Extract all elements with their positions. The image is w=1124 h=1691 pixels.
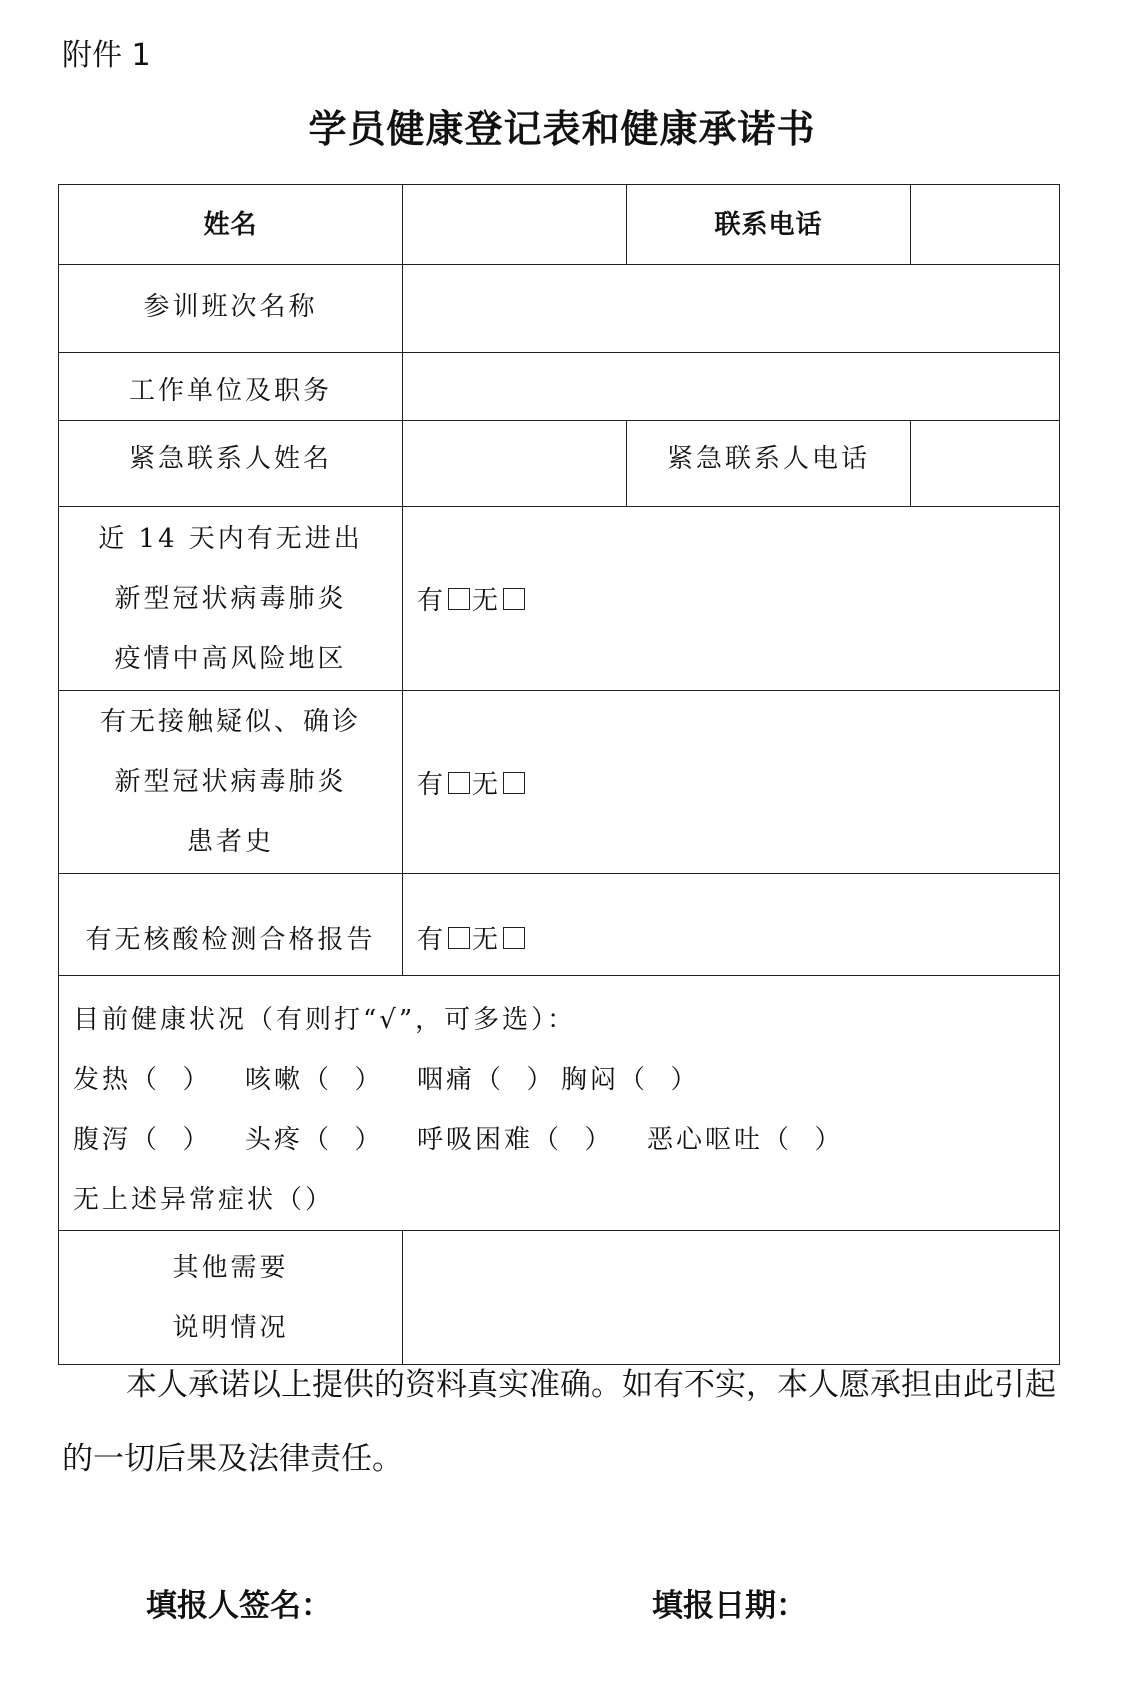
risk-area-no-checkbox[interactable]: [503, 588, 525, 610]
contact-history-label-line-3: 患者史: [186, 827, 274, 857]
contact-history-yes-label: 有: [417, 769, 447, 800]
risk-area-label-line-3: 疫情中高风险地区: [114, 643, 347, 674]
contact-history-no-checkbox[interactable]: [503, 772, 525, 794]
risk-area-yes-label: 有: [417, 586, 447, 616]
symptom-chest-tightness[interactable]: 胸闷（ ）: [561, 1065, 700, 1095]
emergency-phone-field[interactable]: [911, 421, 1060, 507]
nucleic-test-no-checkbox[interactable]: [503, 927, 525, 949]
symptom-none[interactable]: 无上述异常症状（）: [73, 1185, 335, 1215]
risk-area-yes-checkbox[interactable]: [448, 588, 470, 610]
unit-label: 工作单位及职务: [59, 353, 403, 421]
risk-area-label-line-2: 新型冠状病毒肺炎: [114, 583, 347, 614]
row-name: [59, 185, 1060, 265]
nucleic-test-yes-label: 有: [417, 925, 447, 955]
health-status-heading: 目前健康状况（有则打“√”，可多选）：: [73, 1005, 577, 1035]
nucleic-test-options: [403, 874, 1060, 976]
contact-history-no-label: 无: [472, 769, 502, 800]
contact-history-options: [403, 691, 1060, 874]
risk-area-label-line-1: 近 14 天内有无进出: [98, 523, 363, 554]
symptom-cough[interactable]: 咳嗽（ ）: [245, 1065, 384, 1095]
row-health-status: [59, 976, 1060, 1231]
name-field[interactable]: [403, 185, 627, 265]
unit-field[interactable]: [403, 353, 1060, 421]
phone-label: 联系电话: [627, 185, 911, 265]
row-class: [59, 265, 1060, 353]
symptom-breathing-difficulty[interactable]: 呼吸困难（ ）: [417, 1125, 614, 1155]
contact-history-label-line-1: 有无接触疑似、确诊: [99, 707, 361, 737]
emergency-name-field[interactable]: [403, 421, 627, 507]
pledge-statement: 本人承诺以上提供的资料真实准确。如有不实，本人愿承担由此引起的一切后果及法律责任。: [62, 1367, 1056, 1477]
row-nucleic-test: [59, 874, 1060, 976]
name-label: 姓名: [59, 185, 403, 265]
row-risk-area: [59, 507, 1060, 691]
other-notes-label: [59, 1231, 403, 1365]
health-status-cell: [59, 976, 1060, 1231]
risk-area-label: [59, 507, 403, 691]
symptom-sore-throat[interactable]: 咽痛（ ）: [417, 1065, 556, 1095]
symptom-fever[interactable]: 发热（ ）: [73, 1065, 212, 1095]
symptom-row-1: [73, 1050, 1045, 1110]
emergency-name-label: 紧急联系人姓名: [59, 421, 403, 507]
row-unit: [59, 353, 1060, 421]
symptom-diarrhea[interactable]: 腹泻（ ）: [73, 1125, 212, 1155]
row-other-notes: [59, 1231, 1060, 1365]
signature-label: 填报人签名：: [146, 1588, 332, 1624]
document-title: 学员健康登记表和健康承诺书: [308, 107, 816, 151]
phone-field[interactable]: [911, 185, 1060, 265]
nucleic-test-yes-checkbox[interactable]: [448, 927, 470, 949]
other-notes-label-line-2: 说明情况: [172, 1312, 289, 1343]
symptom-nausea-vomiting[interactable]: 恶心呕吐（ ）: [647, 1125, 844, 1155]
contact-history-label-line-2: 新型冠状病毒肺炎: [114, 767, 347, 797]
nucleic-test-label: 有无核酸检测合格报告: [59, 874, 403, 976]
date-label: 填报日期：: [652, 1588, 807, 1624]
class-label: 参训班次名称: [59, 265, 403, 353]
symptom-headache[interactable]: 头疼（ ）: [245, 1125, 384, 1155]
other-notes-field[interactable]: [403, 1231, 1060, 1365]
emergency-phone-label: 紧急联系人电话: [627, 421, 911, 507]
attachment-label: 附件 1: [62, 38, 151, 73]
class-field[interactable]: [403, 265, 1060, 353]
row-emergency: [59, 421, 1060, 507]
row-contact-history: [59, 691, 1060, 874]
contact-history-yes-checkbox[interactable]: [448, 772, 470, 794]
other-notes-label-line-1: 其他需要: [172, 1252, 289, 1283]
symptom-row-2: [73, 1110, 1045, 1170]
nucleic-test-no-label: 无: [472, 925, 502, 955]
registration-form: [58, 184, 1060, 1365]
risk-area-no-label: 无: [472, 586, 502, 616]
contact-history-label: [59, 691, 403, 874]
risk-area-options: [403, 507, 1060, 691]
